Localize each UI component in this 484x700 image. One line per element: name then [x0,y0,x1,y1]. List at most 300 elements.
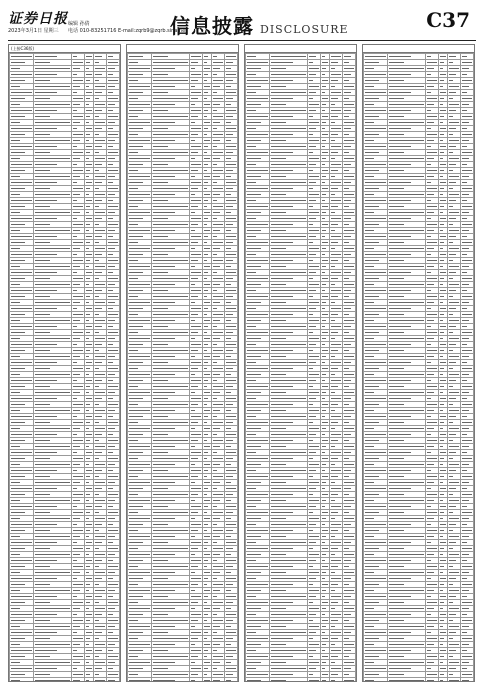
illegible-text [213,74,218,76]
illegible-text [226,518,231,520]
illegible-text [226,380,236,382]
illegible-text [35,548,50,550]
illegible-text [213,440,223,442]
illegible-text [73,608,80,610]
illegible-text [322,158,327,160]
illegible-text [322,464,327,466]
illegible-text [365,146,386,148]
illegible-text [73,668,78,670]
illegible-text [191,386,198,388]
illegible-text [129,536,150,538]
illegible-text [153,56,168,58]
illegible-text [11,284,20,286]
illegible-text [191,92,201,94]
illegible-text [73,674,83,676]
illegible-text [73,314,83,316]
illegible-text [108,326,113,328]
illegible-text [73,662,80,664]
illegible-text [95,314,100,316]
illegible-text [427,86,434,88]
illegible-text [331,374,336,376]
illegible-text [322,536,327,538]
illegible-text [344,626,354,628]
illegible-text [462,140,469,142]
table-cell [270,678,307,683]
illegible-text [35,308,57,310]
illegible-text [11,650,32,652]
illegible-text [11,476,25,478]
illegible-text [191,590,196,592]
illegible-text [108,638,118,640]
illegible-text [322,140,327,142]
column-2-header [127,45,238,53]
illegible-text [247,284,261,286]
illegible-text [331,440,338,442]
illegible-text [449,146,456,148]
illegible-text [427,122,434,124]
illegible-text [108,176,115,178]
illegible-text [213,134,223,136]
illegible-text [86,134,91,136]
illegible-text [271,200,305,202]
illegible-text [365,188,379,190]
illegible-text [73,506,78,508]
illegible-text [191,476,198,478]
illegible-text [247,536,261,538]
illegible-text [344,596,351,598]
illegible-text [309,596,316,598]
illegible-text [331,344,341,346]
illegible-text [73,440,83,442]
illegible-text [86,212,89,214]
illegible-text [129,140,150,142]
illegible-text [247,122,261,124]
illegible-text [271,332,293,334]
illegible-text [191,548,198,550]
illegible-text [344,356,354,358]
illegible-text [86,386,91,388]
illegible-text [95,92,102,94]
illegible-text [344,392,354,394]
illegible-text [365,74,386,76]
illegible-text [427,56,432,58]
illegible-text [108,608,115,610]
illegible-text [108,440,118,442]
illegible-text [322,284,327,286]
illegible-text [213,584,223,586]
illegible-text [153,506,168,508]
illegible-text [73,464,80,466]
illegible-text [213,596,218,598]
illegible-text [108,362,113,364]
illegible-text [153,530,187,532]
illegible-text [153,284,175,286]
illegible-text [73,446,80,448]
illegible-text [11,230,20,232]
illegible-text [95,650,102,652]
illegible-text [440,170,445,172]
illegible-text [204,194,210,196]
illegible-text [247,134,268,136]
illegible-text [247,476,268,478]
illegible-text [226,602,233,604]
illegible-text [344,80,349,82]
illegible-text [213,170,223,172]
illegible-text [191,644,196,646]
illegible-text [247,74,256,76]
illegible-text [129,164,143,166]
illegible-text [322,98,328,100]
illegible-text [322,470,325,472]
illegible-text [35,596,57,598]
illegible-text [271,452,305,454]
illegible-text [344,314,349,316]
illegible-text [73,236,78,238]
illegible-text [247,68,261,70]
illegible-text [86,644,89,646]
illegible-text [365,176,374,178]
illegible-text [309,134,314,136]
illegible-text [204,296,207,298]
illegible-text [95,332,100,334]
illegible-text [440,158,443,160]
illegible-text [322,74,325,76]
illegible-text [35,398,57,400]
illegible-text [226,536,231,538]
illegible-text [331,422,338,424]
illegible-text [213,410,220,412]
illegible-text [86,584,91,586]
illegible-text [191,578,201,580]
illegible-text [389,188,404,190]
illegible-text [11,644,20,646]
illegible-text [153,290,168,292]
illegible-text [204,680,210,682]
illegible-text [344,296,349,298]
illegible-text [108,278,118,280]
illegible-text [331,146,341,148]
illegible-text [322,278,328,280]
illegible-text [191,332,198,334]
illegible-text [226,272,236,274]
illegible-text [153,440,187,442]
illegible-text [35,212,69,214]
illegible-text [213,140,220,142]
illegible-text [449,110,456,112]
illegible-text [153,632,168,634]
illegible-text [11,446,20,448]
illegible-text [86,602,91,604]
illegible-text [344,110,351,112]
illegible-text [108,380,113,382]
illegible-text [449,182,456,184]
illegible-text [271,602,293,604]
illegible-text [322,440,328,442]
illegible-text [365,104,374,106]
illegible-text [331,596,341,598]
illegible-text [247,140,261,142]
illegible-text [213,56,218,58]
illegible-text [271,548,293,550]
illegible-text [213,506,218,508]
illegible-text [462,92,467,94]
illegible-text [73,68,80,70]
illegible-text [226,356,231,358]
illegible-text [35,158,69,160]
illegible-text [108,134,118,136]
illegible-text [95,170,100,172]
illegible-text [247,158,261,160]
illegible-text [191,68,196,70]
illegible-text [35,206,50,208]
illegible-text [213,446,220,448]
illegible-text [95,500,105,502]
illegible-text [322,602,328,604]
illegible-text [271,62,293,64]
illegible-text [153,122,175,124]
illegible-text [271,104,286,106]
illegible-text [271,56,305,58]
table-cell [34,678,71,683]
illegible-text [86,326,92,328]
illegible-text [153,374,175,376]
illegible-text [322,182,325,184]
illegible-text [309,128,316,130]
illegible-text [86,116,91,118]
illegible-text [73,224,83,226]
illegible-text [153,62,187,64]
illegible-text [271,296,293,298]
illegible-text [204,254,209,256]
illegible-text [344,350,349,352]
illegible-text [271,590,286,592]
illegible-text [204,116,207,118]
illegible-text [331,98,338,100]
illegible-text [271,446,286,448]
illegible-text [11,578,32,580]
illegible-text [11,326,32,328]
illegible-text [35,512,50,514]
illegible-text [204,470,209,472]
illegible-text [191,554,196,556]
illegible-text [95,152,100,154]
illegible-text [153,602,187,604]
illegible-text [153,470,168,472]
illegible-text [86,428,89,430]
illegible-text [153,164,168,166]
illegible-text [73,602,83,604]
illegible-text [153,266,175,268]
illegible-text [204,566,207,568]
illegible-text [271,422,293,424]
illegible-text [95,146,102,148]
illegible-text [73,344,78,346]
illegible-text [35,254,57,256]
illegible-text [365,164,386,166]
illegible-text [331,674,338,676]
illegible-text [129,560,143,562]
illegible-text [86,230,89,232]
illegible-text [440,122,443,124]
illegible-text [309,98,314,100]
illegible-text [11,86,20,88]
illegible-text [73,518,80,520]
illegible-text [95,116,100,118]
illegible-text [153,668,168,670]
illegible-text [35,566,50,568]
illegible-text [462,104,469,106]
illegible-text [108,344,113,346]
illegible-text [331,194,336,196]
illegible-text [344,170,349,172]
illegible-text [153,434,168,436]
illegible-text [129,188,138,190]
illegible-text [35,500,69,502]
illegible-text [191,464,196,466]
illegible-text [11,68,20,70]
illegible-text [247,374,261,376]
illegible-text [73,158,80,160]
illegible-text [462,62,472,64]
illegible-text [226,332,233,334]
illegible-text [86,80,91,82]
disclosure-table-2 [127,53,238,682]
illegible-text [11,206,25,208]
illegible-text [191,152,198,154]
illegible-text [365,134,379,136]
illegible-text [213,518,220,520]
illegible-text [226,680,231,682]
illegible-text [322,662,327,664]
illegible-text [247,584,268,586]
illegible-text [153,662,175,664]
illegible-text [271,212,286,214]
illegible-text [153,488,168,490]
illegible-text [271,182,305,184]
illegible-text [309,608,319,610]
illegible-text [86,296,91,298]
illegible-text [95,242,100,244]
section-title-cn: 信息披露 [170,14,254,38]
illegible-text [108,506,113,508]
illegible-text [108,218,113,220]
illegible-text [108,590,115,592]
illegible-text [86,92,92,94]
illegible-text [309,62,314,64]
illegible-text [449,56,456,58]
illegible-text [309,338,319,340]
illegible-text [226,650,236,652]
illegible-text [213,242,223,244]
illegible-text [389,152,404,154]
illegible-text [153,158,175,160]
illegible-text [247,398,256,400]
illegible-text [271,170,293,172]
illegible-text [73,554,80,556]
illegible-text [389,86,423,88]
illegible-text [191,668,201,670]
illegible-text [86,416,92,418]
column-3-header [245,45,356,53]
illegible-text [11,656,25,658]
illegible-text [11,140,20,142]
illegible-text [247,626,261,628]
illegible-text [247,212,261,214]
illegible-text [11,320,20,322]
illegible-text [73,218,78,220]
illegible-text [129,278,138,280]
illegible-text [73,128,78,130]
illegible-text [86,362,92,364]
illegible-text [73,458,83,460]
illegible-text [129,512,138,514]
illegible-text [344,434,351,436]
illegible-text [344,86,354,88]
illegible-text [271,398,305,400]
illegible-text [35,530,50,532]
illegible-text [191,236,201,238]
illegible-text [271,560,305,562]
illegible-text [129,200,143,202]
illegible-text [226,404,233,406]
illegible-text [344,476,349,478]
illegible-text [322,236,325,238]
illegible-text [191,656,198,658]
illegible-text [86,140,89,142]
illegible-text [11,362,32,364]
illegible-text [204,284,210,286]
illegible-text [271,662,286,664]
illegible-text [213,284,220,286]
illegible-text [129,212,150,214]
illegible-text [86,278,91,280]
illegible-text [271,74,305,76]
illegible-text [213,416,218,418]
illegible-text [331,518,336,520]
illegible-text [153,140,175,142]
illegible-text [226,254,236,256]
illegible-text [86,614,92,616]
illegible-text [322,590,327,592]
illegible-text [331,56,341,58]
illegible-text [309,152,314,154]
illegible-text [129,68,150,70]
illegible-text [204,62,207,64]
illegible-text [35,608,69,610]
illegible-text [129,74,143,76]
illegible-text [129,566,138,568]
illegible-text [344,464,354,466]
illegible-text [108,482,115,484]
illegible-text [35,380,57,382]
illegible-text [309,404,314,406]
illegible-text [86,218,92,220]
illegible-text [344,680,354,682]
illegible-text [247,422,268,424]
table-cell [71,678,84,683]
illegible-text [35,458,50,460]
illegible-text [191,650,201,652]
illegible-text [271,86,286,88]
illegible-text [153,278,187,280]
illegible-text [204,632,209,634]
illegible-text [449,86,459,88]
illegible-text [226,368,233,370]
illegible-text [309,146,316,148]
illegible-text [322,242,328,244]
illegible-text [344,590,354,592]
illegible-text [247,416,256,418]
